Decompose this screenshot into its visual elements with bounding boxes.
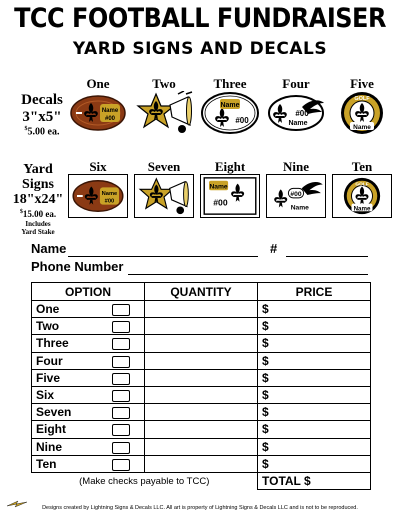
- decal-label-five: Five: [350, 76, 374, 91]
- phone-label: Phone Number: [31, 259, 124, 274]
- header-price: PRICE: [258, 283, 371, 301]
- option-label: Seven: [36, 405, 72, 420]
- signs-size: 18"x24": [12, 192, 64, 207]
- page-subtitle: YARD SIGNS AND DECALS: [72, 39, 328, 59]
- sign-label-seven: Seven: [147, 159, 181, 174]
- quantity-cell[interactable]: [145, 318, 258, 335]
- option-label: Eight: [36, 422, 66, 437]
- option-checkbox[interactable]: [112, 356, 130, 368]
- sign-six-football-image: [68, 174, 128, 218]
- price-cell[interactable]: $: [258, 438, 371, 455]
- decal-five-name-text: Name: [353, 124, 371, 131]
- quantity-cell[interactable]: [145, 335, 258, 352]
- option-checkbox[interactable]: [112, 338, 130, 350]
- decal-label-one: One: [86, 76, 110, 91]
- quantity-cell[interactable]: [145, 386, 258, 403]
- table-row: [32, 318, 371, 335]
- checks-note: (Make checks payable to TCC): [79, 475, 210, 487]
- option-cell: [32, 421, 145, 438]
- sign-eight-name-text: Name: [209, 183, 228, 191]
- decals-size: 3"x5": [22, 109, 62, 125]
- sign-ten-golf-image: [332, 174, 392, 218]
- sign-six-number-text: #00: [104, 198, 115, 205]
- price-cell[interactable]: $: [258, 455, 371, 472]
- quantity-cell[interactable]: [145, 421, 258, 438]
- option-checkbox[interactable]: [112, 321, 130, 333]
- option-checkbox[interactable]: [112, 442, 130, 454]
- signs-note-stake: Yard Stake: [21, 228, 55, 236]
- option-checkbox[interactable]: [112, 407, 130, 419]
- sign-six-name-text: Name: [101, 191, 118, 198]
- sign-label-eight: Eight: [214, 159, 246, 174]
- price-cell[interactable]: $: [258, 386, 371, 403]
- decal-label-three: Three: [213, 76, 247, 91]
- signs-label-signs: Signs: [22, 177, 54, 192]
- quantity-cell[interactable]: [145, 301, 258, 318]
- option-cell: [32, 318, 145, 335]
- option-label: Six: [36, 388, 55, 403]
- table-row: [32, 369, 371, 386]
- table-row: [32, 335, 371, 352]
- decal-five-golf-text: GOLF: [354, 96, 370, 102]
- sign-ten-golf-text: GOLF: [355, 182, 369, 188]
- sign-label-six: Six: [89, 159, 107, 174]
- decal-one-number-text: #00: [104, 116, 116, 122]
- decal-four-name-text: Name: [288, 120, 308, 127]
- option-cell: [32, 301, 145, 318]
- option-checkbox[interactable]: [112, 390, 130, 402]
- sign-seven-cheer-image: [134, 174, 194, 218]
- decal-label-four: Four: [282, 76, 310, 91]
- phone-field[interactable]: [128, 261, 368, 275]
- page-title: TCC FOOTBALL FUNDRAISER: [14, 2, 386, 34]
- order-table: [31, 282, 371, 490]
- decal-four-number-text: #00: [295, 109, 309, 118]
- price-cell[interactable]: $: [258, 404, 371, 421]
- option-cell: [32, 335, 145, 352]
- sign-label-nine: Nine: [283, 159, 309, 174]
- table-row: [32, 421, 371, 438]
- order-table-header: [32, 283, 371, 301]
- option-cell: [32, 369, 145, 386]
- option-label: Four: [36, 353, 63, 368]
- decals-label-block: [8, 92, 76, 137]
- price-cell[interactable]: $: [258, 369, 371, 386]
- decal-five-golf-image: [332, 91, 392, 135]
- decal-two-cheer-image: [134, 91, 194, 135]
- option-checkbox[interactable]: [112, 373, 130, 385]
- signs-price: $15.00 ea.: [19, 209, 57, 219]
- table-row: [32, 301, 371, 318]
- sign-eight-number-text: #00: [213, 197, 228, 208]
- option-cell: [32, 404, 145, 421]
- sign-ten-name-text: Name: [353, 205, 371, 213]
- hash-label: #: [270, 241, 278, 256]
- name-label: Name: [31, 241, 67, 256]
- table-row: [32, 404, 371, 421]
- quantity-cell[interactable]: [145, 352, 258, 369]
- option-cell: [32, 386, 145, 403]
- table-row: [32, 386, 371, 403]
- decal-one-football-image: [68, 91, 128, 135]
- table-total-row: [32, 472, 371, 489]
- price-cell[interactable]: $: [258, 335, 371, 352]
- table-row: [32, 352, 371, 369]
- option-checkbox[interactable]: [112, 304, 130, 316]
- quantity-cell[interactable]: [145, 438, 258, 455]
- signs-label-block: [6, 162, 70, 236]
- sign-label-ten: Ten: [351, 159, 373, 174]
- option-label: Nine: [36, 439, 63, 454]
- sign-nine-name-text: Name: [290, 204, 309, 212]
- option-label: Three: [36, 336, 69, 351]
- table-row: [32, 455, 371, 472]
- option-cell: [32, 438, 145, 455]
- decal-four-wing-image: [266, 91, 326, 135]
- decal-label-two: Two: [152, 76, 176, 91]
- quantity-cell[interactable]: [145, 455, 258, 472]
- price-cell[interactable]: $: [258, 318, 371, 335]
- quantity-cell[interactable]: [145, 369, 258, 386]
- option-checkbox[interactable]: [112, 459, 130, 471]
- decals-price: $5.00 ea.: [24, 126, 60, 138]
- signs-label-yard: Yard: [23, 162, 53, 177]
- price-cell[interactable]: $: [258, 301, 371, 318]
- decal-three-name-text: Name: [220, 102, 240, 109]
- name-field[interactable]: [68, 243, 258, 257]
- option-label: Ten: [36, 456, 57, 471]
- decal-three-oval-image: [200, 91, 260, 135]
- header-option: OPTION: [32, 283, 145, 301]
- footer-copyright: Designs created by Lightning Signs & Decals LLC. All art is property of Lightning Signs & Decals LLC and is not to be reproduced.: [42, 505, 358, 511]
- option-cell: [32, 455, 145, 472]
- decals-label: Decals: [21, 92, 63, 108]
- decal-three-number-text: #00: [235, 116, 249, 125]
- option-label: Two: [36, 319, 60, 334]
- sign-nine-number-text: #00: [290, 191, 302, 198]
- price-cell[interactable]: $: [258, 352, 371, 369]
- option-checkbox[interactable]: [112, 424, 130, 436]
- price-cell[interactable]: $: [258, 421, 371, 438]
- sign-eight-panel-image: [200, 174, 260, 218]
- decal-one-name-text: Name: [101, 108, 119, 114]
- table-row: [32, 438, 371, 455]
- header-quantity: QUANTITY: [145, 283, 258, 301]
- signs-note-includes: Includes: [25, 220, 51, 228]
- sign-nine-wing-image: [266, 174, 326, 218]
- option-label: Five: [36, 370, 61, 385]
- quantity-cell[interactable]: [145, 404, 258, 421]
- total-cell[interactable]: TOTAL $: [258, 472, 371, 489]
- option-cell: [32, 352, 145, 369]
- number-field[interactable]: [286, 243, 368, 257]
- option-label: One: [36, 302, 60, 317]
